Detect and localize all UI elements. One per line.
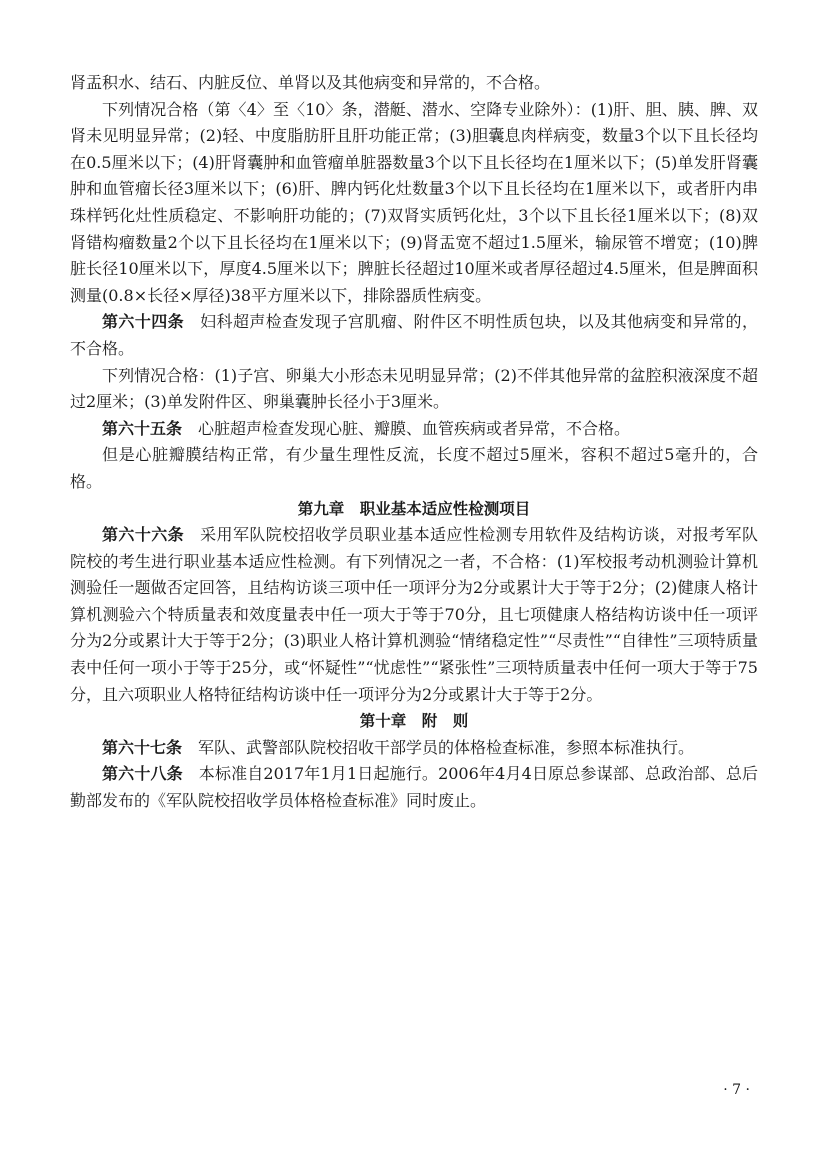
article-text: 采用军队院校招收学员职业基本适应性检测专用软件及结构访谈，对报考军队院校的考生进行职业基本适应性检测。有下列情况之一者，不合格：(1)军校报考动机测验计算机测验任一题做否定回答，且结构访谈三项中任一项评分为2分或累计大于等于2分；(2)健康人格计算机测验六个特质量表和效度量表中任一项大于等于70分，且七项健康人格结构访谈中任一项评分为2分或累计大于等于2分；(3)职业人格计算机测验“情绪稳定性”“尽责性”“自律性”三项特质量表中任何一项小于等于25分，或“怀疑性”“忧虑性”“紧张性”三项特质量表中任何一项大于等于75分，且六项职业人格特征结构访谈中任一项评分为2分或累计大于等于2分。	[70, 525, 758, 704]
chapter-heading-9: 第九章 职业基本适应性检测项目	[297, 499, 531, 518]
article-text: 妇科超声检查发现子宫肌瘤、附件区不明性质包块，以及其他病变和异常的，不合格。	[70, 312, 758, 358]
paragraph-text: 下列情况合格（第〈4〉至〈10〉条，潜艇、潜水、空降专业除外）：(1)肝、胆、胰、脾、双肾未见明显异常；(2)轻、中度脂肪肝且肝功能正常；(3)胆囊息肉样病变，数量3个以下且长径均在0.5厘米以下；(4)肝肾囊肿和血管瘤单脏器数量3个以下且长径均在1厘米以下；(5)单发肝肾囊肿和血管瘤长径3厘米以下；(6)肝、脾内钙化灶数量3个以下且长径均在1厘米以下，或者肝内串珠样钙化灶性质稳定、不影响肝功能的；(7)双肾实质钙化灶，3个以下且长径1厘米以下；(8)双肾错构瘤数量2个以下且长径均在1厘米以下；(9)肾盂宽不超过1.5厘米，输尿管不增宽；(10)脾脏长径10厘米以下，厚度4.5厘米以下；脾脏长径超过10厘米或者厚径超过4.5厘米，但是脾面积测量(0.8×长径×厚径)38平方厘米以下，排除器质性病变。	[70, 99, 758, 305]
article-65	[70, 416, 758, 443]
article-label: 第六十四条	[102, 312, 185, 332]
paragraph-continued	[70, 70, 758, 97]
article-label: 第六十八条	[102, 764, 183, 784]
chapter-heading-10: 第十章 附 则	[359, 712, 469, 731]
paragraph	[70, 97, 758, 310]
paragraph	[70, 442, 758, 495]
document-page	[70, 70, 758, 815]
article-text: 军队、武警部队院校招收干部学员的体格检查标准，参照本标准执行。	[198, 737, 695, 757]
article-68	[70, 761, 758, 814]
paragraph-text: 但是心脏瓣膜结构正常，有少量生理性反流，长度不超过5厘米，容积不超过5毫升的，合格。	[70, 445, 758, 491]
article-text: 本标准自2017年1月1日起施行。2006年4月4日原总参谋部、总政治部、总后勤部发布的《军队院校招收学员体格检查标准》同时废止。	[70, 764, 758, 811]
article-64	[70, 309, 758, 362]
article-text: 心脏超声检查发现心脏、瓣膜、血管疾病或者异常，不合格。	[198, 418, 631, 438]
article-67	[70, 735, 758, 762]
paragraph-text: 肾盂积水、结石、内脏反位、单肾以及其他病变和异常的，不合格。	[70, 73, 551, 92]
article-66	[70, 522, 758, 708]
article-label: 第六十七条	[102, 737, 183, 757]
page-number: · 7 ·	[723, 1082, 750, 1098]
paragraph-text: 下列情况合格：(1)子宫、卵巢大小形态未见明显异常；(2)不伴其他异常的盆腔积液深度不超过2厘米；(3)单发附件区、卵巢囊肿长径小于3厘米。	[70, 365, 758, 412]
article-label: 第六十六条	[102, 525, 185, 545]
article-label: 第六十五条	[102, 418, 183, 438]
paragraph	[70, 363, 758, 416]
